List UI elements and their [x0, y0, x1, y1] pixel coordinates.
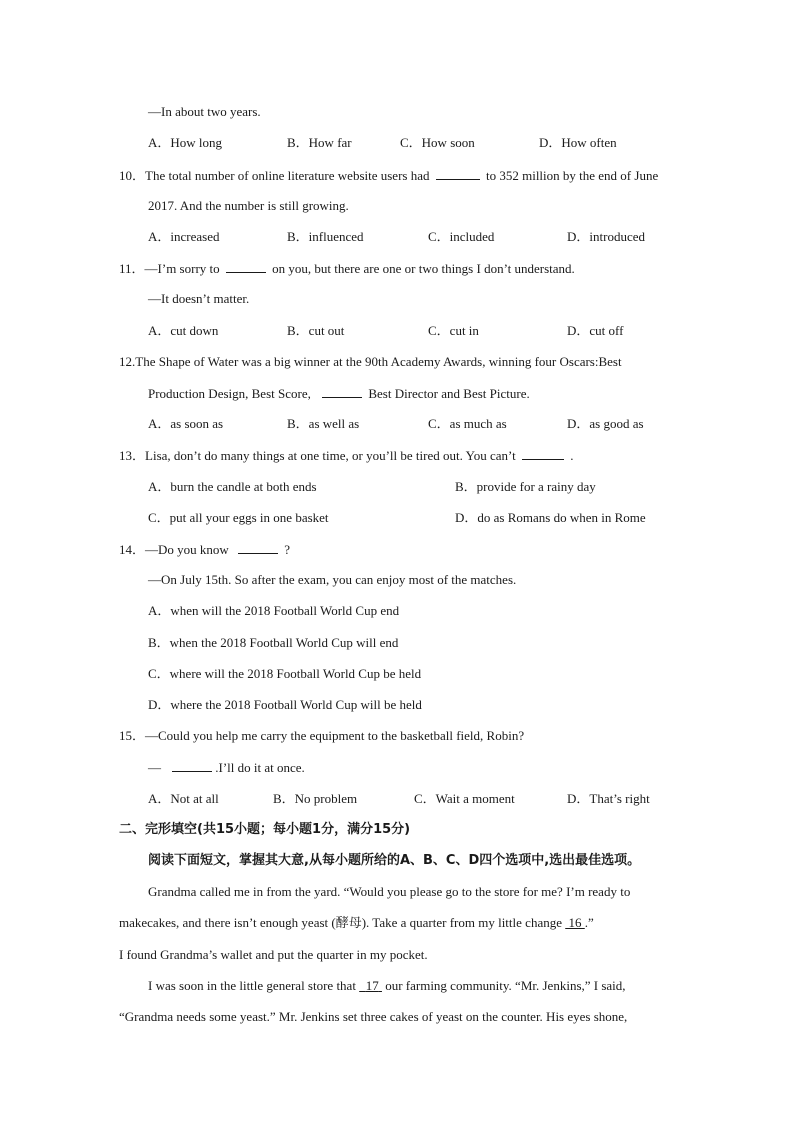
q14-line1 — [119, 540, 290, 559]
section2-instruction: 阅读下面短文，掌握其大意,从每小题所给的A、B、C、D四个选项中,选出最佳选项。 — [148, 853, 641, 868]
passage-p1-line3: I found Grandma’s wallet and put the quarter in my pocket. — [119, 947, 428, 962]
q10-line1 — [119, 166, 658, 185]
passage-p2-line1-text-a: I was soon in the little general store that — [148, 978, 356, 993]
q15-number: 15． — [119, 728, 146, 743]
q14-text-a: —Do you know — [145, 542, 229, 557]
q14-text-b: ? — [284, 542, 291, 557]
q14-option-b: B．when the 2018 Football World Cup will end — [148, 635, 399, 650]
q11-option-c: C．cut in — [428, 323, 479, 338]
q9-option-b: B．How far — [287, 135, 352, 150]
q13-line1 — [119, 446, 573, 465]
passage-p2-line1 — [148, 977, 626, 995]
q12-blank — [322, 384, 362, 398]
q12-option-b: B．as well as — [287, 416, 360, 431]
q12-option-c: C．as much as — [428, 416, 507, 431]
passage-blank-16 — [565, 915, 585, 930]
q15-option-a: A．Not at all — [148, 791, 219, 806]
q14-option-c: C．where will the 2018 Football World Cup be held — [148, 666, 422, 681]
q13-option-d: D．do as Romans do when in Rome — [455, 510, 646, 525]
q15-line1 — [119, 727, 524, 745]
passage-p1-line1: Grandma called me in from the yard. “Would you please go to the store for me? I’m ready to — [148, 884, 631, 899]
q11-blank — [226, 259, 266, 273]
q10-option-b: B．influenced — [287, 229, 364, 244]
q12-line1 — [119, 353, 622, 371]
q15-option-c: C．Wait a moment — [414, 791, 515, 806]
q15-text: —Could you help me carry the equipment to the basketball field, Robin? — [145, 728, 525, 743]
q15-option-b: B．No problem — [273, 791, 358, 806]
q14-option-d: D．where the 2018 Football World Cup will be held — [148, 697, 422, 712]
q10-option-a: A．increased — [148, 229, 220, 244]
q10-text-b: to 352 million by the end of June — [485, 168, 659, 183]
q9-answer-line: —In about two years. — [148, 104, 261, 119]
q12-option-d: D．as good as — [567, 416, 644, 431]
passage-blank-17 — [359, 978, 382, 993]
q14-number: 14． — [119, 542, 146, 557]
q12-text: The Shape of Water was a big winner at the 90th Academy Awards, winning four Oscars:Best — [135, 354, 622, 369]
q10-option-c: C．included — [428, 229, 495, 244]
q11-option-a: A．cut down — [148, 323, 219, 338]
q13-text-a: Lisa, don’t do many things at one time, or you’ll be tired out. You can’t — [145, 448, 516, 463]
q11-option-d: D．cut off — [567, 323, 624, 338]
q13-option-b: B．provide for a rainy day — [455, 479, 596, 494]
q12-line2 — [148, 384, 530, 403]
q11-option-b: B．cut out — [287, 323, 345, 338]
q15-text-b: .I’ll do it at once. — [215, 760, 305, 775]
passage-p1-line2-text-b: .” — [584, 915, 594, 930]
q12-option-a: A．as soon as — [148, 416, 224, 431]
q15-dash: — — [148, 760, 161, 775]
q10-option-d: D．introduced — [567, 229, 645, 244]
q12-text-b: Best Director and Best Picture. — [368, 386, 530, 401]
q12-number: 12. — [119, 354, 136, 369]
q11-text-a: —I’m sorry to — [144, 261, 220, 276]
q11-line1 — [119, 259, 575, 278]
q15-line2 — [148, 758, 305, 777]
q13-option-a: A．burn the candle at both ends — [148, 479, 317, 494]
q9-option-a: A．How long — [148, 135, 223, 150]
passage-p2-line1-text-b: our farming community. “Mr. Jenkins,” I said, — [385, 978, 626, 993]
passage-p1-line2 — [119, 914, 594, 932]
passage-p1-line2-text-a: makecakes, and there isn’t enough yeast (酵母). Take a quarter from my little change — [119, 915, 562, 930]
q13-option-c: C．put all your eggs in one basket — [148, 510, 329, 525]
q13-blank — [522, 446, 564, 460]
q15-option-d: D．That’s right — [567, 791, 650, 806]
q13-number: 13． — [119, 448, 146, 463]
q11-text-b: on you, but there are one or two things I don’t understand. — [272, 261, 575, 276]
q9-option-d: D．How often — [539, 135, 617, 150]
q10-number: 10． — [119, 168, 146, 183]
q10-line2: 2017. And the number is still growing. — [148, 198, 349, 213]
q14-blank — [238, 540, 278, 554]
q13-text-b: . — [570, 448, 574, 463]
q11-number: 11． — [119, 261, 145, 276]
q9-option-c: C．How soon — [400, 135, 475, 150]
q14-option-a: A．when will the 2018 Football World Cup end — [148, 603, 400, 618]
blank-16-number: 16 — [568, 915, 582, 930]
q14-line2: —On July 15th. So after the exam, you can enjoy most of the matches. — [148, 572, 517, 587]
section2-title: 二、完形填空(共15小题；每小题1分，满分15分) — [119, 822, 411, 837]
blank-17-number: 17 — [365, 978, 379, 993]
q15-blank — [172, 758, 212, 772]
q10-blank — [436, 166, 480, 180]
passage-p2-line2: “Grandma needs some yeast.” Mr. Jenkins set three cakes of yeast on the counter. His eyes shone, — [119, 1009, 628, 1024]
q12-text-a: Production Design, Best Score, — [148, 386, 311, 401]
q11-line2: —It doesn’t matter. — [148, 291, 250, 306]
q10-text-a: The total number of online literature website users had — [145, 168, 430, 183]
